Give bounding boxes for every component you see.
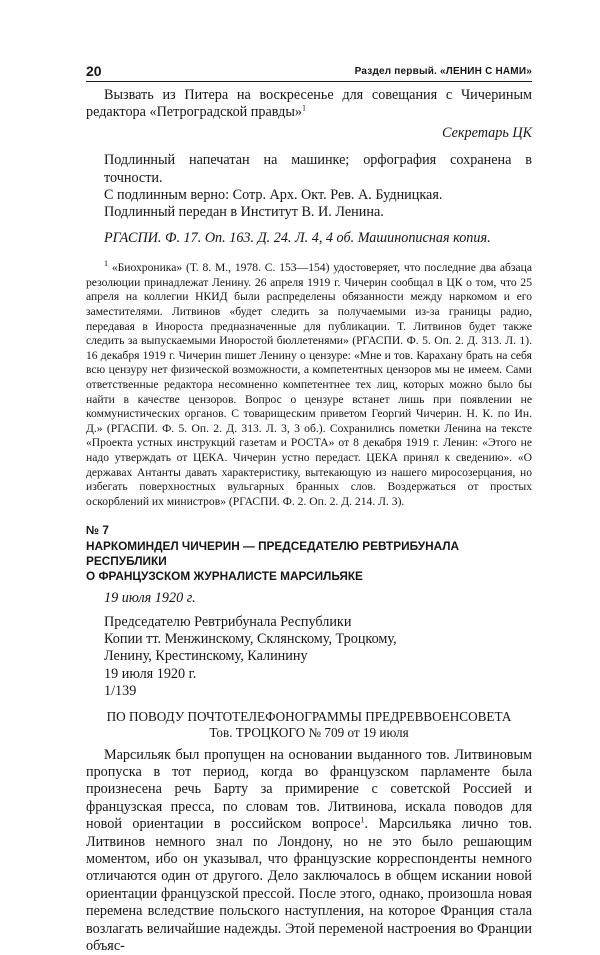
page-content: [86, 87, 532, 955]
document-number: № 7: [86, 523, 109, 538]
footnote-ref: 1: [301, 103, 306, 113]
address-line: Председателю Ревтрибунала Республики: [104, 613, 352, 630]
body-text: Марсильяк был пропущен на основании выданного тов. Литвиновым пропуска в тот период, когда во французском парламенте была произнесена речь Барту за примирение с советской Россией и французская пресса, по словам тов. Литвинова, искала поводов для новой ориентации в российском вопросе: [86, 746, 532, 833]
document-title-line: Тов. ТРОЦКОГО № 709 от 19 июля: [209, 724, 409, 740]
address-line: 1/139: [104, 683, 137, 700]
body-text-continued: . Марсильяка лично тов. Литвинов немного знал по Лондону, но не это было решающим моментом, ибо он указывал, что французские корреспонденты немного отличаются один от другого. Дело заключалось в общем искании новой ориентации французской прессой. После этого, однако, произошла новая перемена вследствие польского наступления, на которое Франция стала возлагать величайшие надежды. Этой переменой настроения во Франции объяс-: [86, 816, 533, 955]
body-footnote-ref: 1: [360, 815, 365, 825]
footnote-mark: 1: [104, 259, 108, 269]
address-line: Копии тт. Менжинскому, Склянскому, Троцкому,: [104, 630, 397, 647]
address-line: 19 июля 1920 г.: [104, 665, 197, 682]
archive-ref: РГАСПИ. Ф. 17. Оп. 163. Д. 24. Л. 4, 4 об. Машинописная копия.: [104, 229, 491, 246]
page-header: [86, 64, 532, 80]
cert-line: С подлинным верно: Сотр. Арх. Окт. Рев. А. Будницкая.: [104, 187, 443, 204]
signature: Секретарь ЦК: [442, 124, 532, 141]
address-block: [86, 614, 532, 701]
request-text: Вызвать из Питера на воскресенье для совещания с Чичериным редактора «Петроградской правды»: [86, 87, 532, 121]
header-rule: [86, 81, 532, 82]
document-title-line: ПО ПОВОДУ ПОЧТОТЕЛЕФОНОГРАММЫ ПРЕДРЕВВОЕНСОВЕТА: [106, 708, 512, 724]
footnote-text: «Биохроника» (Т. 8. М., 1978. С. 153—154) удостоверяет, что последние два абзаца резолюции принадлежат Ленину. 26 апреля 1919 г. Чичерин сообщал в ЦК о том, что 25 апреля на коллегии НКИД были распределены обязанности между наркомом и его заместителями. Литвинов «будет следить за получаемыми из-за границы радио, передавая в Инороста предназначенные для публикации. Т. Литвинов будет также следить за выпускаемыми Инороcтой бюллетенями» (РГАСПИ. Ф. 5. Оп. 2. Д. 313. Л. 1). 16 декабря 1919 г. Чичерин пишет Ленину о цензуре: «Мне и тов. Карахану брать на себя всю цензуру нет физической возможности, а компетентных цензоров мы не имеем. Сами ответственные редактора несомненно компетентнее тех лиц, которых можно было бы найти в качестве цензоров. Вопрос о цензуре встанет лишь при появлении не коммунистических органов. С товарищеским приветом Георгий Чичерин. Н. К. по Ин. Д.» (РГАСПИ. Ф. 5. Оп. 2. Д. 313. Л. 3, 3 об.). Сохранились пометки Ленина на тексте «Проекта устных инструкций газетам и РОСТА» от 8 декабря 1919 г. Ленин: «Этого не надо утверждать от ЦЕКА. Чичерин устно передаст. ЦЕКА принял к сведению». «О державах Антанты давать характеристику, вытекающую из нашего миросозерцания, но избегать поверхностных вульгарных бранных слов. Воздержаться от простых оскорблений их министров» (РГАСПИ. Ф. 2. Оп. 2. Д. 214. Л. 3).: [86, 261, 532, 508]
footnote: [86, 261, 532, 509]
address-line: Ленину, Крестинскому, Калинину: [104, 648, 308, 665]
page-number: 20: [86, 63, 102, 79]
document-heading-line: НАРКОМИНДЕЛ ЧИЧЕРИН — ПРЕДСЕДАТЕЛЮ РЕВТРИБУНАЛА РЕСПУБЛИКИ: [86, 538, 460, 568]
request-paragraph: [86, 87, 532, 122]
cert-line: Подлинный передан в Институт В. И. Ленина.: [104, 204, 384, 221]
running-head: Раздел первый. «ЛЕНИН С НАМИ»: [354, 66, 532, 77]
document-heading-line: О ФРАНЦУЗСКОМ ЖУРНАЛИСТЕ МАРСИЛЬЯКЕ: [86, 568, 363, 583]
document-date: 19 июля 1920 г.: [104, 590, 196, 607]
body-paragraph: [86, 747, 532, 955]
certification-block: [86, 152, 532, 222]
cert-line: Подлинный напечатан на машинке; орфография сохранена в точности.: [104, 152, 532, 186]
